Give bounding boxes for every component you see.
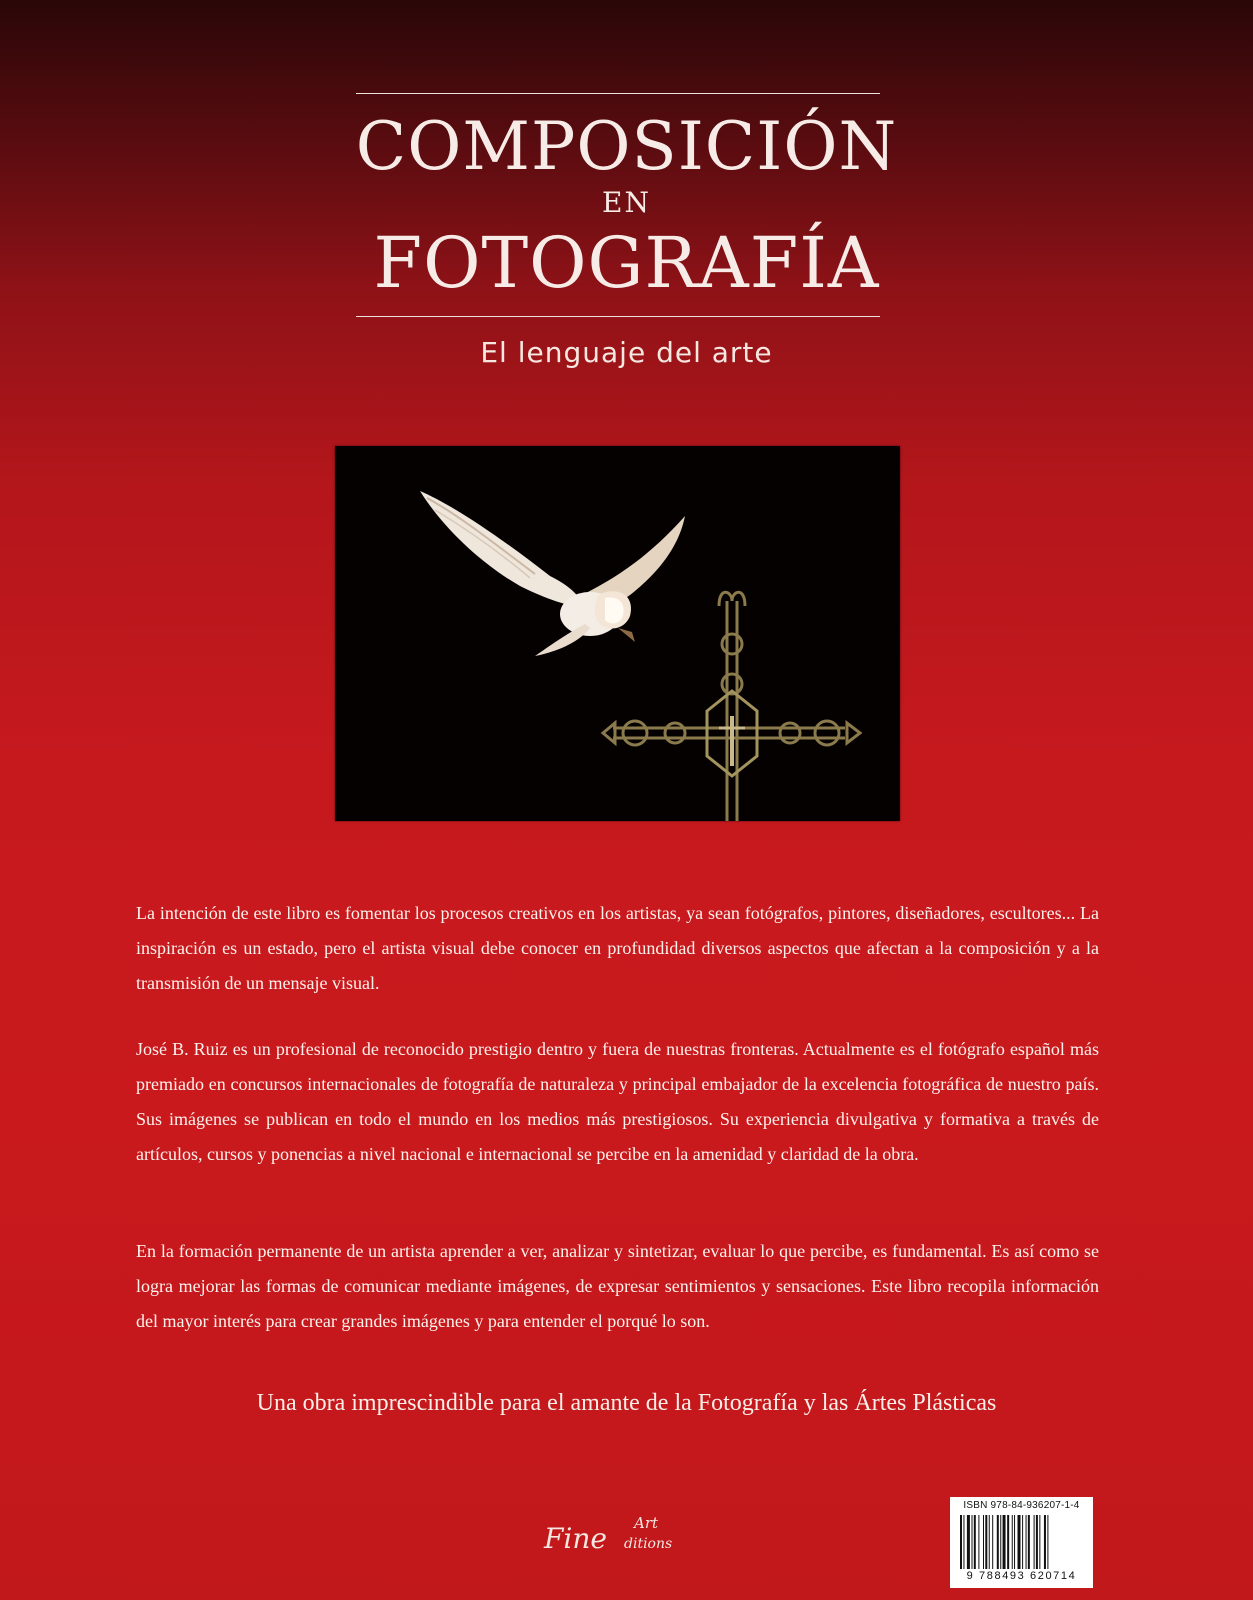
isbn-label: ISBN 978-84-936207-1-4 [963, 1500, 1080, 1511]
barcode-bar [1036, 1515, 1038, 1569]
barcode-bar [1022, 1515, 1023, 1569]
paragraph-author: José B. Ruiz es un profesional de reconocido prestigio dentro y fuera de nuestras fronteras. Actualmente es el fotógrafo español más premiado en concursos internacionales de fotografía de naturaleza y principal embajador de la excelencia fotográfica de nuestro país. Sus imágenes se publican en todo el mundo en los medios más prestigiosos. Su experiencia divulgativa y formativa a través de artículos, cursos y ponencias a nivel nacional e internacional se percibe en la amenidad y claridad de la obra. [136, 1039, 1099, 1164]
title-line-en: EN [602, 186, 651, 219]
barcode-bar [992, 1515, 993, 1569]
owl-cross-photo-icon [335, 446, 900, 821]
barcode-bar [1000, 1515, 1001, 1569]
barcode-bar [997, 1515, 999, 1569]
paragraph-intro: La intención de este libro es fomentar los procesos creativos en los artistas, ya sean fotógrafos, pintores, diseñadores, escultores... La inspiración es un estado, pero el artista visual debe conocer en profundidad diversos aspectos que afectan a la composición y a la transmisión de un mensaje visual. [136, 903, 1099, 993]
title-top-rule [356, 93, 880, 94]
barcode-bar [1014, 1515, 1015, 1569]
barcode-bar [1028, 1515, 1030, 1569]
barcode-bar [1039, 1515, 1040, 1569]
barcode-bar [1007, 1515, 1009, 1569]
barcode-bar [963, 1515, 964, 1569]
barcode-bar [978, 1515, 979, 1569]
barcode-bar [967, 1515, 970, 1569]
barcode-icon [960, 1515, 1083, 1569]
barcode-bar [974, 1515, 976, 1569]
publisher-logo-sub: ditions [624, 1536, 673, 1552]
isbn-barcode-box [950, 1497, 1093, 1588]
barcode-bar [1018, 1515, 1021, 1569]
tagline: Una obra imprescindible para el amante de la Fotografía y las Ártes Plásticas [256, 1390, 997, 1416]
barcode-bar [1012, 1515, 1013, 1569]
barcode-bar [1003, 1515, 1006, 1569]
barcode-bar [1034, 1515, 1035, 1569]
publisher-logo-main: Fine [544, 1522, 607, 1555]
isbn-digits: 9 788493 620714 [966, 1570, 1077, 1582]
barcode-bar [1044, 1515, 1046, 1569]
title-bottom-rule [356, 316, 880, 317]
barcode-bar [1026, 1515, 1027, 1569]
cover-photo [335, 446, 900, 821]
publisher-logo [544, 1514, 694, 1564]
title-line-fotografia: FOTOGRAFÍA [373, 222, 880, 304]
barcode-bar [972, 1515, 973, 1569]
barcode-bar [1047, 1515, 1048, 1569]
publisher-logo-top: Art [634, 1514, 659, 1532]
barcode-bar [989, 1515, 990, 1569]
title-line-composicion: COMPOSICIÓN [355, 108, 898, 185]
barcode-bar [985, 1515, 987, 1569]
paragraph-purpose: En la formación permanente de un artista aprender a ver, analizar y sintetizar, evaluar lo que percibe, es fundamental. Es así como se logra mejorar las formas de comunicar mediante imágenes, de expresar sentimientos y sensaciones. Este libro recopila información del mayor interés para crear grandes imágenes y para entender el porqué lo son. [136, 1241, 1099, 1331]
subtitle: El lenguaje del arte [480, 336, 773, 369]
barcode-bar [960, 1515, 962, 1569]
barcode-bar [983, 1515, 984, 1569]
